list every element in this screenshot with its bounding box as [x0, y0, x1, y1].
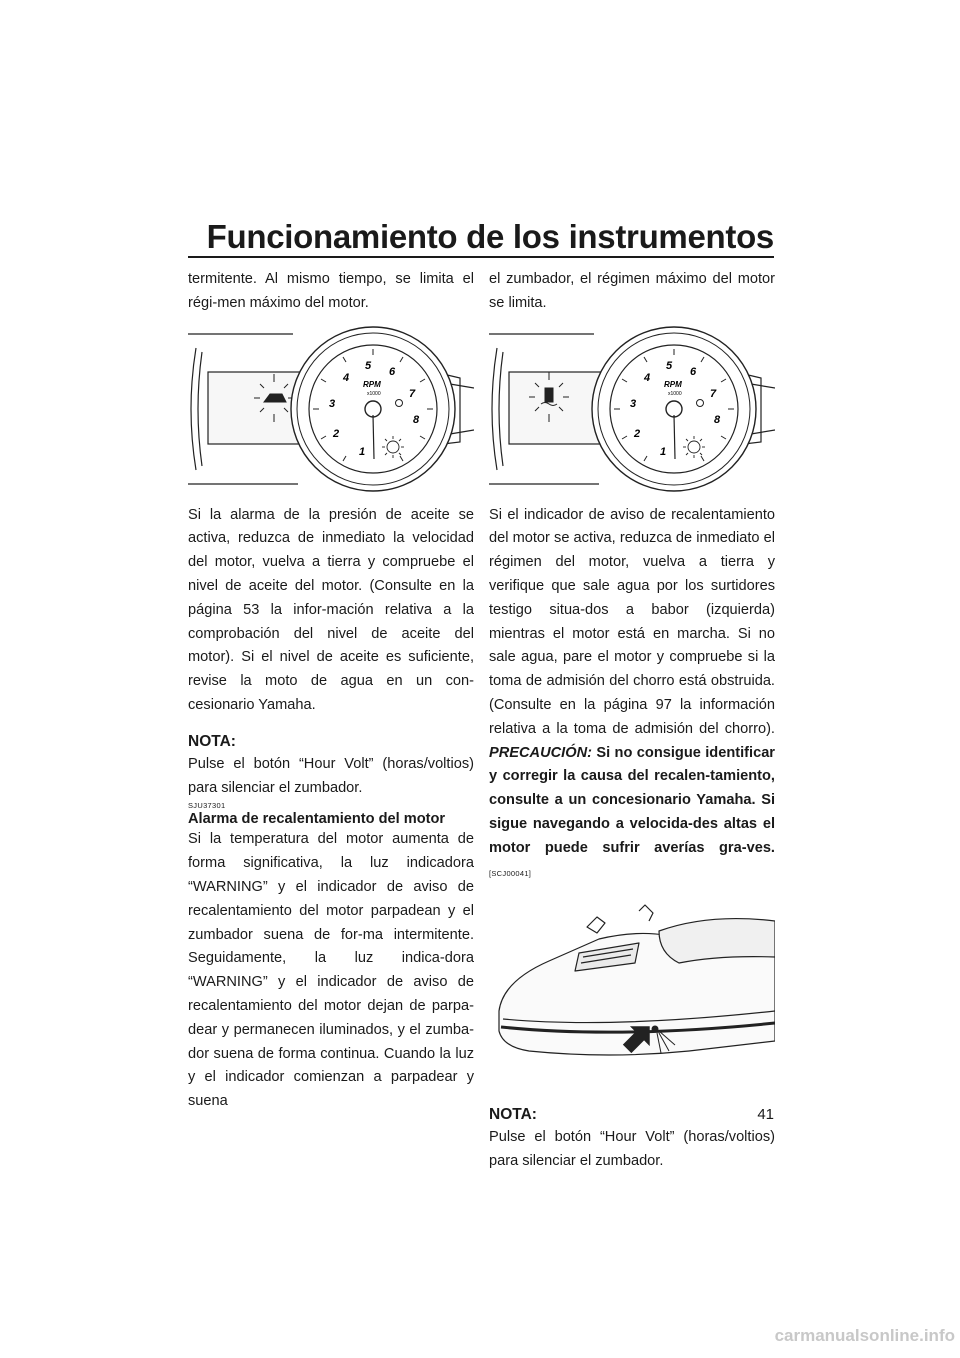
- tick-label: 7: [409, 387, 416, 400]
- right-column: [489, 268, 775, 1174]
- tick-label: 3: [329, 397, 336, 410]
- rpm-label: RPM: [363, 379, 381, 389]
- overheat-warning-gauge-figure: [489, 324, 775, 494]
- page-number: 41: [757, 1106, 774, 1123]
- tachometer: [291, 327, 455, 491]
- rpm-label: RPM: [664, 379, 682, 389]
- nota-title: NOTA:: [489, 1106, 537, 1124]
- tick-label: 3: [630, 397, 637, 410]
- watermark: carmanualsonline.info: [774, 1326, 955, 1345]
- watercraft-illustration: [489, 891, 775, 1091]
- caution-text: Si no consigue identificar y corregir la causa del recalen-tamiento, consulte a un concesionario Yamaha. Si sigue navegando a velocida-des altas el motor puede sufrir averías gra-ves.: [489, 744, 775, 856]
- tick-label: 8: [714, 413, 721, 426]
- rpm-multiplier: x1000: [668, 390, 682, 397]
- left-column: [188, 268, 474, 1114]
- tick-label: 5: [666, 359, 673, 372]
- tick-label: 1: [359, 445, 366, 458]
- gauge-hub: [666, 401, 682, 417]
- oil-warning-gauge-figure: [188, 324, 474, 494]
- tachometer: [592, 327, 756, 491]
- tick-label: 8: [413, 413, 420, 426]
- rpm-multiplier: x1000: [367, 390, 381, 397]
- tick-label: 1: [660, 445, 667, 458]
- oil-alarm-paragraph: Si la alarma de la presión de aceite se activa, reduzca de inmediato la velocidad del motor, vuelva a tierra y compruebe el nivel de aceite del motor. (Consulte en la página 53 la infor-mación relativa a la comprobación del nivel de aceite del motor). Si el nivel de aceite es suficiente, revise la moto de agua en un con-cesionario Yamaha.: [188, 506, 474, 713]
- tick-label: 7: [710, 387, 717, 400]
- tick-label: 6: [690, 365, 697, 378]
- handlebar: [639, 905, 653, 921]
- nota-body: Pulse el botón “Hour Volt” (horas/voltios) para silenciar el zumbador.: [489, 1129, 775, 1170]
- tick-label: 4: [644, 371, 651, 384]
- tick-label: 2: [333, 427, 340, 440]
- overheat-action-paragraph: [489, 504, 775, 886]
- tick-label: 4: [343, 371, 350, 384]
- tick-label: 2: [634, 427, 641, 440]
- nota-body: Pulse el botón “Hour Volt” (horas/voltios) para silenciar el zumbador.: [188, 755, 474, 796]
- caution-code: [SCJ00041]: [489, 868, 532, 878]
- title-rule: [188, 256, 774, 258]
- seat: [659, 919, 775, 963]
- tick-label: 6: [389, 365, 396, 378]
- mirror: [587, 917, 605, 933]
- right-intro-text: el zumbador, el régimen máximo del motor se limita.: [489, 271, 775, 311]
- page-title: Funcionamiento de los instrumentos: [206, 218, 774, 255]
- overheat-alarm-paragraph: Si la temperatura del motor aumenta de forma significativa, la luz indicadora “WARNING” y el indicador de aviso de recalentamiento del motor parpadean y el zumbador suena de for-ma intermitente. Seguidamente, la luz indica-dora “WARNING” y el indicador de aviso de recalentamiento del motor dejan de parpa-dear y permanecen iluminados, y el zumba-dor suena de forma continua. Cuando la luz y el indicador comienzan a parpadear y suena: [188, 831, 474, 1110]
- section-code: SJU37301: [188, 801, 226, 811]
- section-heading: Alarma de recalentamiento del motor: [188, 811, 446, 828]
- tick-label: 5: [365, 359, 372, 372]
- nota-title: NOTA:: [188, 732, 236, 750]
- left-intro-text: termitente. Al mismo tiempo, se limita el régi-men máximo del motor.: [188, 271, 474, 311]
- overheat-action-text: Si el indicador de aviso de recalentamiento del motor se activa, reduzca de inmediato el régimen del motor, vuelva a tierra y verifique que sale agua por los surtidores testigo situa-dos a babor (izquierda) mientras el motor está en marcha. Si no sale agua, pare el motor y compruebe si la toma de admisión del chorro está obstruida. (Consulte en la página 97 la información relativa a la toma de admisión del chorro).: [489, 506, 775, 737]
- gauge-hub: [365, 401, 381, 417]
- caution-label: PRECAUCIÓN:: [489, 744, 592, 761]
